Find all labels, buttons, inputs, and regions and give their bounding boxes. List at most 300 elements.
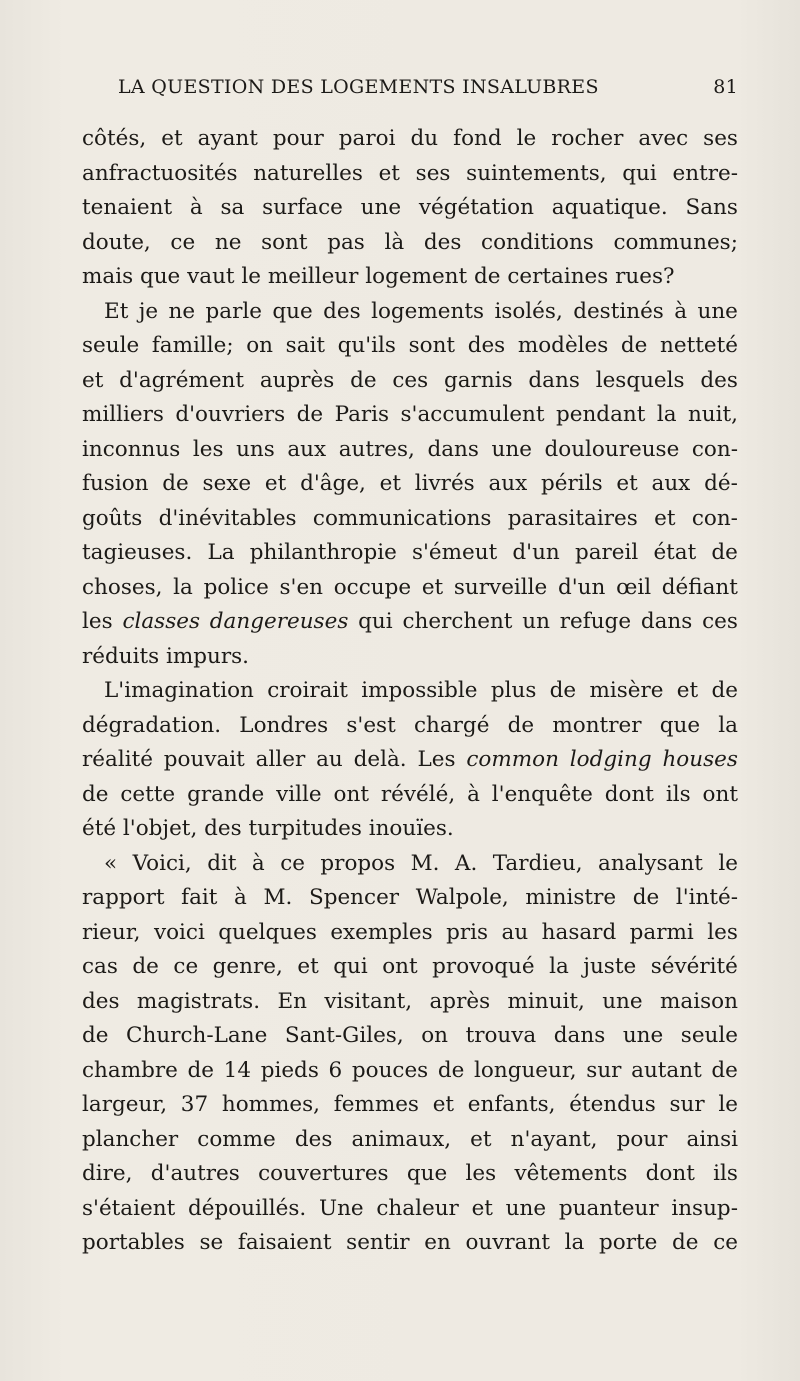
word: les [192,436,224,462]
word: s'étaient [82,1195,176,1221]
word: plancher [82,1126,179,1152]
word: ces [702,609,738,634]
word: sur [586,1057,622,1083]
text-line [82,191,738,226]
word: dire, [82,1161,133,1186]
word: impossible [361,678,478,703]
word: que [272,298,313,324]
word: Sans [685,195,738,220]
text-line [82,364,738,399]
word: à [467,781,480,807]
word: 6 [328,1057,343,1083]
running-head [118,76,738,106]
word: de [507,712,535,738]
word: à [234,885,247,910]
word: et [676,678,699,703]
word: état [653,540,697,565]
word: femmes [333,1092,419,1117]
text-line [82,847,738,882]
word: on [421,1023,449,1048]
word: aux [488,471,528,496]
word: au [501,919,529,945]
word: netteté [660,333,738,358]
text-line [82,1192,738,1227]
word: sévérité [650,954,738,979]
word: aux [651,471,691,496]
word: qui [333,954,368,979]
word: animaux, [351,1126,452,1152]
word: ses [703,126,738,151]
word: dont [645,1161,695,1186]
word: magistrats. [136,988,261,1014]
word: dans [528,367,580,393]
word: communes; [613,229,738,255]
word: de [82,1023,109,1048]
word: longueur, [474,1057,577,1083]
word: hasard [541,919,617,945]
word: des [82,988,120,1014]
word: Church-Lane [126,1023,268,1048]
text-line [82,709,738,744]
word: l'enquête [491,781,593,807]
text-line [82,1088,738,1123]
word: ont [382,954,418,979]
word: d'inévitables [158,505,297,531]
page-number: 81 [713,76,738,98]
word: ce [713,1230,738,1255]
italic-word: dangereuses [209,609,349,634]
word: police [203,574,269,600]
word: enfants, [467,1092,556,1117]
word: et [82,367,104,393]
text-line [82,1054,738,1089]
word: dégradation. [82,712,222,738]
line-text: été l'objet, des turpitudes inouïes. [82,816,454,841]
word: grande [187,781,265,807]
text-line [82,433,738,468]
word: cas [82,954,118,979]
word: de [711,540,738,565]
text-line [82,881,738,916]
word: les [465,1161,497,1186]
word: chaleur [376,1195,459,1221]
word: la [173,574,193,600]
word: ont [333,781,369,807]
word: dé- [704,471,738,496]
word: et [264,471,287,496]
word: doute, [82,229,151,255]
word: ouvrant [465,1230,550,1255]
word: ces [392,367,429,393]
word: chargé [413,712,490,738]
word: ce [280,850,305,876]
line-text: réduits impurs. [82,643,250,669]
word: d'âge, [300,471,366,496]
word: auprès [259,367,335,393]
word: la [656,402,677,427]
word: parle [205,298,262,324]
word: s'en [279,574,324,600]
word: modèles [517,333,609,358]
word: pendant [555,402,646,427]
word: A. [454,850,478,876]
word: de [620,333,648,358]
word: périls [541,471,603,496]
word: aux [287,436,327,462]
word: le [516,126,537,151]
word: de [296,402,324,427]
word: des [294,1126,333,1152]
word: de [187,1057,215,1083]
word: occupe [333,574,412,600]
italic-word: lodging [569,747,652,772]
word: s'émeut [411,540,498,565]
word: sait [285,333,326,358]
word: dont [604,781,654,807]
word: logements [371,298,485,324]
word: naturelles [253,160,363,186]
word: garnis [444,367,513,393]
word: je [138,298,159,324]
word: surface [262,195,343,220]
word: fond [453,126,502,151]
word: exemples [330,919,433,945]
word: un [522,609,550,634]
word: ce [173,954,199,979]
word: une [360,195,402,220]
word: con- [691,436,738,462]
word: pas [327,229,365,255]
word: végétation [418,195,534,220]
text-line [82,674,738,709]
word: insup- [671,1195,738,1221]
word: se [199,1230,224,1255]
text-line [82,536,738,571]
word: Tardieu, [492,850,583,876]
word: isolés, [494,298,563,324]
text-line [82,778,738,813]
word: et [616,471,638,496]
word: parmi [629,919,694,945]
word: provoqué [432,954,535,979]
word: parasitaires [507,505,638,531]
word: minuit, [507,988,585,1014]
word: après [429,988,491,1014]
word: d'un [512,540,560,565]
word: de [711,678,738,703]
word: ils [713,1161,738,1186]
word: puanteur [558,1195,659,1221]
word: le [718,1092,738,1117]
word: communications [312,505,492,531]
word: douloureuse [544,436,680,462]
word: ses [415,160,451,186]
word: lesquels [595,367,685,393]
text-line [82,260,738,295]
word: des [467,333,506,358]
word: propos [320,850,396,876]
word: Sant-Giles, [284,1023,404,1048]
word: dit [207,850,237,876]
text-line [82,916,738,951]
word: d'un [557,574,606,600]
word: delà. [353,747,407,772]
word: de [632,885,660,910]
word: famille; [151,333,234,358]
word: tenaient [82,195,173,220]
word: une [622,1023,664,1048]
word: fait [181,885,218,910]
word: cherchent [402,609,513,634]
word: pouces [351,1057,429,1083]
word: d'autres [150,1161,240,1186]
word: qui [358,609,393,634]
text-line [82,1226,738,1261]
word: qu'ils [337,333,396,358]
text-line [82,1157,738,1192]
italic-word: houses [662,747,738,772]
word: pour [616,1126,668,1152]
word: La [207,540,235,565]
word: Une [318,1195,364,1221]
word: largeur, [82,1092,168,1117]
word: des [423,229,462,255]
word: les [707,919,738,945]
word: ministre [525,885,617,910]
text-line [82,502,738,537]
word: que [406,1161,448,1186]
word: Walpole, [415,885,509,910]
word: ayant [197,126,258,151]
word: dans [553,1023,606,1048]
word: 14 [223,1057,252,1083]
word: hommes, [221,1092,321,1117]
word: aquatique. [551,195,668,220]
word: et [161,126,183,151]
word: réalité [82,747,153,772]
word: anfractuosités [82,160,238,186]
text-line [82,812,738,847]
word: côtés, [82,126,147,151]
word: ce [170,229,196,255]
word: M. [410,850,440,876]
word: pour [272,126,324,151]
word: croirait [267,678,348,703]
word: s'est [346,712,396,738]
italic-word: classes [122,609,200,634]
word: de [672,1230,699,1255]
word: la [564,1230,585,1255]
word: refuge [559,609,632,634]
word: 37 [180,1092,209,1117]
word: ainsi [686,1126,738,1152]
word: faisaient [237,1230,332,1255]
word: genre, [212,954,283,979]
word: uns [236,436,275,462]
word: et [379,471,402,496]
word: des [700,367,738,393]
word: avec [638,126,689,151]
word: de [711,1057,738,1083]
word: les [82,609,113,634]
word: et [432,1092,455,1117]
word: d'agrément [119,367,245,393]
text-line [82,122,738,157]
word: cette [120,781,176,807]
word: L'imagination [104,678,254,703]
word: trouva [465,1023,537,1048]
word: et [297,954,319,979]
word: fusion [82,471,149,496]
word: philanthropie [249,540,397,565]
text-line [82,640,738,675]
word: livrés [414,471,475,496]
word: s'accumulent [400,402,545,427]
text-line [82,398,738,433]
text-line [82,571,738,606]
word: de [437,1057,465,1083]
text-line [82,605,738,640]
word: ont [702,781,738,807]
word: en [424,1230,451,1255]
word: à [251,850,265,876]
word: sont [261,229,308,255]
word: pris [446,919,489,945]
word: et [654,505,676,531]
text-line [82,295,738,330]
word: goûts [82,505,143,531]
text-line [82,985,738,1020]
word: dépouillés. [187,1195,307,1221]
word: que [659,712,701,738]
italic-word: common [466,747,559,772]
word: étendus [569,1092,656,1117]
word: autant [631,1057,702,1083]
word: de [132,954,159,979]
word: analysant [598,850,703,876]
word: milliers [82,402,164,427]
word: sur [669,1092,705,1117]
word: En [277,988,307,1014]
word: seule [82,333,140,358]
text-line [82,329,738,364]
text-line [82,1123,738,1158]
word: une [602,988,643,1014]
word: et [471,1195,493,1221]
word: suintements, [466,160,607,186]
word: voici [153,919,205,945]
word: on [246,333,274,358]
line-text: mais que vaut le meilleur logement de certaines rues? [82,264,675,289]
word: l'inté- [675,885,738,910]
word: une [697,298,738,324]
word: la [718,712,738,738]
word: ne [168,298,196,324]
word: là [384,229,405,255]
word: Paris [334,402,390,427]
word: quelques [218,919,317,945]
word: « [104,850,118,876]
word: qui [622,160,657,186]
word: n'ayant, [510,1126,598,1152]
word: chambre [82,1057,178,1083]
word: montrer [552,712,642,738]
word: portables [82,1230,185,1255]
word: pareil [574,540,639,565]
word: ne [214,229,242,255]
word: rocher [551,126,624,151]
word: M. [263,885,293,910]
word: du [410,126,439,151]
word: le [718,850,738,876]
word: juste [583,954,637,979]
word: de [350,367,377,393]
word: de [549,678,577,703]
text-line [82,226,738,261]
word: Voici, [132,850,192,876]
word: autres, [338,436,415,462]
word: dans [427,436,479,462]
word: d'ouvriers [175,402,286,427]
word: la [549,954,569,979]
word: et [378,160,400,186]
word: nuit, [687,402,738,427]
word: aller [255,747,306,772]
word: entre- [672,160,738,186]
word: et [421,574,444,600]
word: de [162,471,189,496]
word: et [470,1126,492,1152]
word: révélé, [380,781,456,807]
word: dans [640,609,693,634]
running-head-title: LA QUESTION DES LOGEMENTS INSALUBRES [118,76,599,98]
word: rieur, [82,919,141,945]
word: comme [197,1126,276,1152]
word: sa [220,195,245,220]
word: inconnus [82,436,181,462]
word: pieds [260,1057,319,1083]
word: ils [665,781,691,807]
word: maison [660,988,738,1014]
word: au [316,747,343,772]
word: à [674,298,688,324]
word: sont [408,333,456,358]
word: sentir [346,1230,410,1255]
word: défiant [661,574,738,600]
body-text [82,122,738,1261]
word: de [82,781,109,807]
word: seule [680,1023,738,1048]
text-line [82,743,738,778]
word: misère [589,678,664,703]
word: visitant, [324,988,413,1014]
text-line [82,467,738,502]
word: ville [276,781,322,807]
word: des [323,298,361,324]
word: con- [691,505,738,531]
word: choses, [82,574,163,600]
word: porte [599,1230,658,1255]
word: une [491,436,532,462]
word: une [505,1195,547,1221]
word: destinés [573,298,664,324]
word: Les [417,747,456,772]
word: surveille [453,574,548,600]
text-line [82,1019,738,1054]
word: vêtements [514,1161,628,1186]
word: conditions [481,229,594,255]
text-line [82,950,738,985]
